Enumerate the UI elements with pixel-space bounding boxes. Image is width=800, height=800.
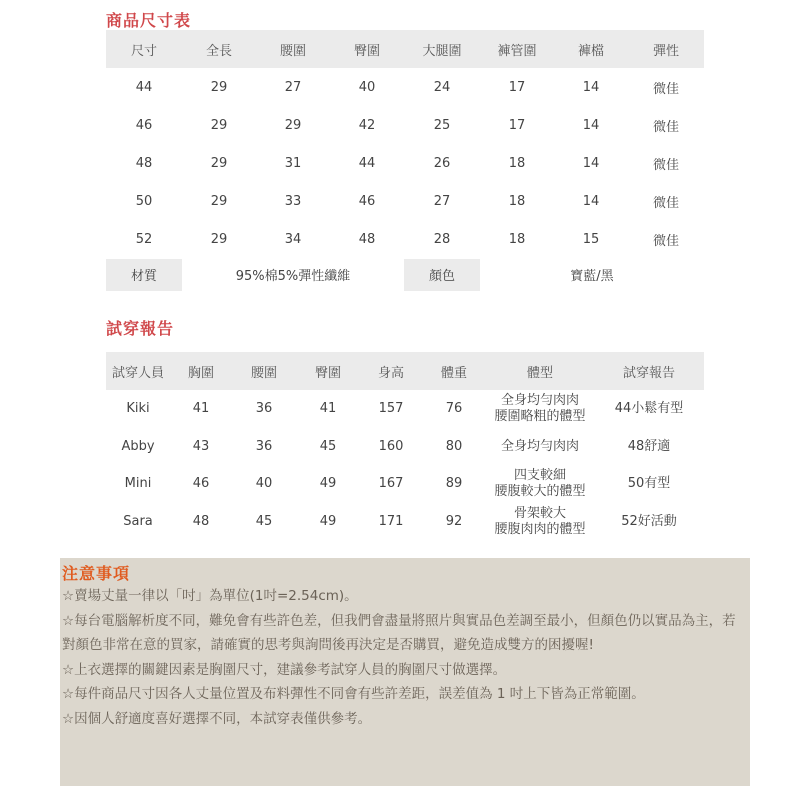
size-chart-table [106, 30, 704, 291]
material-label: 材質 [106, 259, 182, 291]
table-cell: 44 [135, 79, 153, 95]
table-cell: 171 [378, 513, 404, 529]
table-cell: 49 [319, 476, 337, 492]
material-value: 95%棉5%彈性纖維 [235, 269, 351, 285]
table-cell: 49 [319, 513, 337, 529]
table-cell: 36 [255, 438, 273, 454]
table-cell: 167 [378, 476, 404, 492]
table-cell: 29 [210, 232, 228, 248]
note-item: ☆每台電腦解析度不同，難免會有些許色差，但我們會盡量將照片與實品色差調至最小，但顏色仍以實品為主，若對顏色非常在意的買家，請確實的思考與詢問後再決定是否購買，避免造成雙方的困擾喔! [62, 612, 736, 653]
table-cell: 18 [508, 232, 526, 248]
table-cell: 14 [582, 194, 600, 210]
table-cell: 45 [319, 438, 337, 454]
column-header: 尺寸 [106, 30, 182, 68]
table-cell: 15 [582, 232, 600, 248]
note-item: ☆上衣選擇的關鍵因素是胸圍尺寸，建議參考試穿人員的胸圍尺寸做選擇。 [62, 661, 507, 678]
body-type-line: 全身均勻肉肉 [500, 438, 579, 454]
column-header: 試穿報告 [594, 352, 704, 390]
table-cell: 76 [445, 400, 463, 416]
table-cell: 44 [358, 155, 376, 171]
table-cell: 29 [210, 79, 228, 95]
fit-report-title: 試穿報告 [106, 319, 175, 338]
table-cell: 50 [135, 194, 153, 210]
size-chart-title: 商品尺寸表 [106, 11, 192, 30]
column-header: 彈性 [628, 30, 704, 68]
table-cell: 28 [433, 232, 451, 248]
column-header: 臀圍 [330, 30, 404, 68]
column-header: 全長 [182, 30, 256, 68]
note-item: ☆賣場丈量一律以「吋」為單位(1吋=2.54cm)。 [62, 588, 358, 604]
table-cell: 48 [358, 232, 376, 248]
table-cell: 29 [284, 117, 302, 133]
note-item: ☆因個人舒適度喜好選擇不同，本試穿表僅供參考。 [62, 710, 372, 727]
material-color-row [106, 259, 704, 291]
tester-name: Abby [121, 438, 155, 454]
table-cell: 36 [255, 400, 273, 416]
table-row [106, 68, 704, 106]
body-type-line: 腰圍略粗的體型 [494, 408, 586, 424]
table-cell: 29 [210, 117, 228, 133]
table-cell: 18 [508, 194, 526, 210]
table-cell: 14 [582, 79, 600, 95]
column-header: 褲檔 [554, 30, 628, 68]
table-cell: 微佳 [652, 81, 679, 97]
column-header: 臀圍 [296, 352, 360, 390]
table-row [106, 106, 704, 144]
table-row [106, 221, 704, 259]
table-cell: 29 [210, 194, 228, 210]
notes-title: 注意事項 [62, 564, 131, 583]
table-cell: 160 [378, 438, 404, 454]
body-type-cell [486, 465, 594, 503]
table-cell: 14 [582, 117, 600, 133]
column-header: 身高 [360, 352, 422, 390]
table-cell: 27 [433, 194, 451, 210]
body-type-cell [486, 390, 594, 428]
table-cell: 17 [508, 79, 526, 95]
column-header: 試穿人員 [106, 352, 170, 390]
size-chart-header-row [106, 30, 704, 68]
table-cell: 46 [192, 476, 210, 492]
table-cell: 45 [255, 513, 273, 529]
table-cell: 89 [445, 476, 463, 492]
table-cell: 17 [508, 117, 526, 133]
table-cell: 31 [284, 155, 302, 171]
fit-report-cell: 50有型 [627, 476, 671, 492]
fit-report-cell: 48舒適 [627, 438, 671, 454]
table-cell: 48 [135, 155, 153, 171]
column-header: 大腿圍 [404, 30, 480, 68]
table-cell: 24 [433, 79, 451, 95]
body-type-cell [486, 503, 594, 541]
table-cell: 80 [445, 438, 463, 454]
fit-report-cell: 44小鬆有型 [614, 400, 684, 416]
body-type-line: 四支較細 [513, 468, 566, 484]
table-cell: 40 [255, 476, 273, 492]
table-cell: 33 [284, 194, 302, 210]
column-header: 體型 [486, 352, 594, 390]
table-cell: 26 [433, 155, 451, 171]
fit-report-table [106, 352, 704, 541]
tester-name: Sara [123, 513, 153, 529]
column-header: 褲管圍 [480, 30, 554, 68]
table-cell: 48 [192, 513, 210, 529]
table-row [106, 183, 704, 221]
color-value: 寶藍/黑 [570, 269, 614, 285]
note-item: ☆每件商品尺寸因各人丈量位置及布料彈性不同會有些許差距，誤差值為 1 吋上下皆為正常範圍。 [62, 686, 645, 702]
table-cell: 18 [508, 155, 526, 171]
fit-report-cell: 52好活動 [621, 513, 677, 529]
table-cell: 46 [358, 194, 376, 210]
table-row [106, 390, 704, 428]
tester-name: Mini [124, 476, 152, 492]
column-header: 腰圍 [256, 30, 330, 68]
body-type-line: 腰腹肉肉的體型 [494, 521, 586, 537]
table-cell: 微佳 [652, 157, 679, 173]
table-cell: 43 [192, 438, 210, 454]
table-row [106, 428, 704, 466]
column-header: 胸圍 [170, 352, 232, 390]
table-cell: 92 [445, 513, 463, 529]
table-row [106, 465, 704, 503]
color-label: 顏色 [404, 259, 480, 291]
fit-report-header-row [106, 352, 704, 390]
body-type-cell [486, 428, 594, 466]
table-cell: 25 [433, 117, 451, 133]
body-type-line: 骨架較大 [513, 505, 566, 521]
table-cell: 157 [378, 400, 404, 416]
body-type-line: 全身均勻肉肉 [500, 392, 579, 408]
column-header: 腰圍 [232, 352, 296, 390]
body-type-line: 腰腹較大的體型 [494, 484, 586, 500]
table-cell: 27 [284, 79, 302, 95]
column-header: 體重 [422, 352, 486, 390]
table-row [106, 503, 704, 541]
table-cell: 34 [284, 232, 302, 248]
table-cell: 41 [319, 400, 337, 416]
table-cell: 29 [210, 155, 228, 171]
table-cell: 微佳 [652, 196, 679, 212]
table-cell: 40 [358, 79, 376, 95]
table-cell: 微佳 [652, 119, 679, 135]
table-cell: 41 [192, 400, 210, 416]
table-cell: 46 [135, 117, 153, 133]
tester-name: Kiki [126, 400, 150, 416]
table-cell: 42 [358, 117, 376, 133]
table-row [106, 144, 704, 182]
table-cell: 微佳 [652, 234, 679, 250]
table-cell: 14 [582, 155, 600, 171]
notes-body [62, 584, 748, 731]
table-cell: 52 [135, 232, 153, 248]
